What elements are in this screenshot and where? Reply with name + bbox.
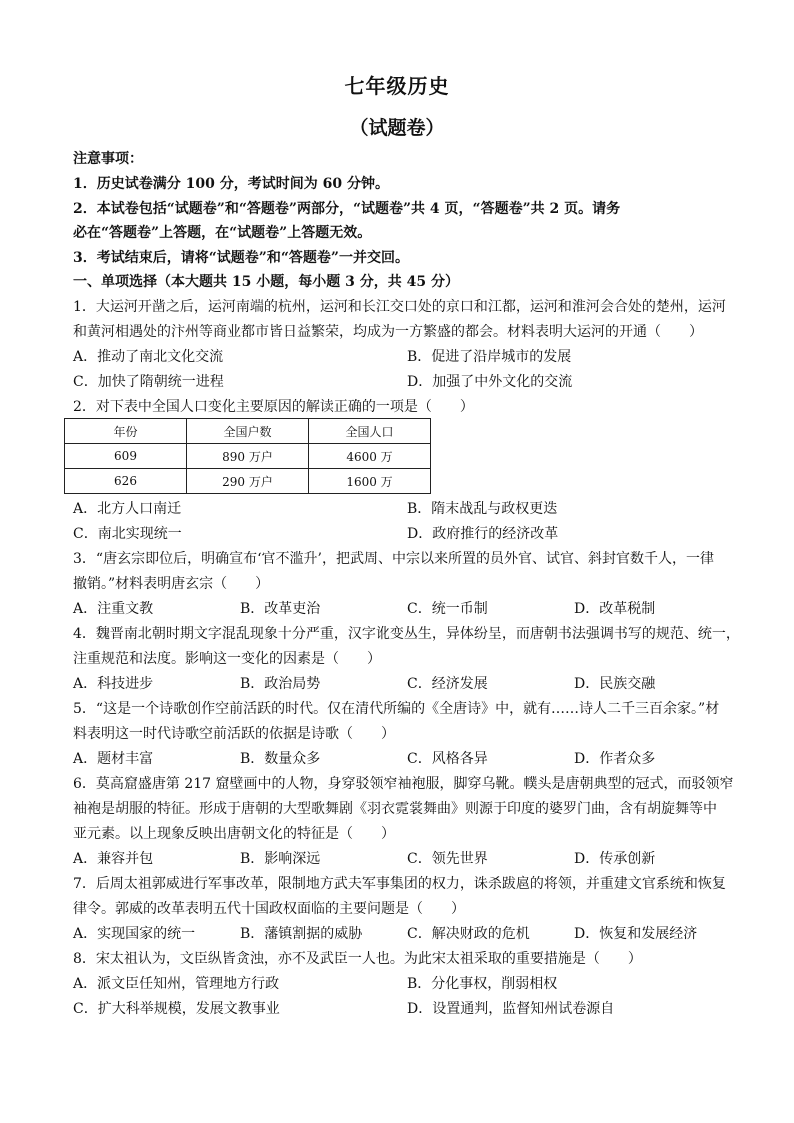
q4-option-a: A．科技进步 xyxy=(73,676,154,692)
note-item: 3．考试结束后，请将“试题卷”和“答题卷”一并交回。 xyxy=(73,250,409,266)
q6-option-c: C．领先世界 xyxy=(407,851,488,867)
q3-option-d: D．改革税制 xyxy=(574,601,656,617)
q7-option-b: B．藩镇割据的威胁 xyxy=(240,926,363,942)
table-cell: 890 万户 xyxy=(187,444,309,469)
q2-option-a: A．北方人口南迁 xyxy=(73,501,182,517)
q8-option-a: A．派文臣任知州，管理地方行政 xyxy=(73,976,280,992)
question-2-text: 2．对下表中全国人口变化主要原因的解读正确的一项是（ ） xyxy=(73,399,474,415)
q3-option-c: C．统一币制 xyxy=(407,601,488,617)
question-7-text: 7．后周太祖郭威进行军事改革，限制地方武夫军事集团的权力，诛杀跋扈的将领，并重建文官系统和恢复 xyxy=(73,876,726,892)
q6-option-d: D．传承创新 xyxy=(574,851,656,867)
q2-option-c: C．南北实现统一 xyxy=(73,526,182,542)
q6-option-a: A．兼容并包 xyxy=(73,851,154,867)
q4-option-c: C．经济发展 xyxy=(407,676,488,692)
table-header-cell: 全国人口 xyxy=(309,419,431,444)
question-3-text: 撤销。”材料表明唐玄宗（ ） xyxy=(73,576,270,592)
table-header-row xyxy=(65,419,431,444)
question-6-text: 袖袍是胡服的特征。形成于唐朝的大型歌舞剧《羽衣霓裳舞曲》则源于印度的婆罗门曲，含有胡旋舞等中 xyxy=(73,801,717,817)
question-5-text: 5．“这是一个诗歌创作空前活跃的时代。仅在清代所编的《全唐诗》中，就有……诗人二千三百余家。”材 xyxy=(73,701,720,717)
table-header-cell: 全国户数 xyxy=(187,419,309,444)
question-7-text: 律令。郭威的改革表明五代十国政权面临的主要问题是（ ） xyxy=(73,901,465,917)
q7-option-d: D．恢复和发展经济 xyxy=(574,926,698,942)
q6-option-b: B．影响深远 xyxy=(240,851,321,867)
table-header-cell: 年份 xyxy=(65,419,187,444)
q8-option-d: D．设置通判，监督知州试卷源自 xyxy=(407,1001,615,1017)
question-4-text: 4．魏晋南北朝时期文字混乱现象十分严重，汉字讹变丛生，异体纷呈，而唐朝书法强调书写的规范、统一， xyxy=(73,626,740,642)
question-3-text: 3．“唐玄宗即位后，明确宣布‘官不滥升’，把武周、中宗以来所置的员外官、试官、斜封官数千人，一律 xyxy=(73,551,714,567)
notes-heading: 注意事项： xyxy=(73,151,143,167)
q7-option-c: C．解决财政的危机 xyxy=(407,926,530,942)
question-4-text: 注重规范和法度。影响这一变化的因素是（ ） xyxy=(73,651,381,667)
table-cell: 290 万户 xyxy=(187,469,309,494)
page-subtitle: （试题卷） xyxy=(349,117,445,139)
q1-option-c: C．加快了隋朝统一进程 xyxy=(73,374,224,390)
page-title: 七年级历史 xyxy=(344,74,450,98)
table-cell: 1600 万 xyxy=(309,469,431,494)
table-row xyxy=(65,444,431,469)
q5-option-a: A．题材丰富 xyxy=(73,751,154,767)
population-table xyxy=(64,418,431,494)
q8-option-c: C．扩大科举规模，发展文教事业 xyxy=(73,1001,280,1017)
q1-option-a: A．推动了南北文化交流 xyxy=(73,349,224,365)
q5-option-d: D．作者众多 xyxy=(574,751,656,767)
q2-option-d: D．政府推行的经济改革 xyxy=(407,526,559,542)
q1-option-b: B．促进了沿岸城市的发展 xyxy=(407,349,572,365)
q3-option-b: B．改革吏治 xyxy=(240,601,321,617)
q3-option-a: A．注重文教 xyxy=(73,601,154,617)
note-item: 2．本试卷包括“试题卷”和“答题卷”两部分，“试题卷”共 4 页，“答题卷”共 2 页。请务 xyxy=(73,201,621,217)
q1-option-d: D．加强了中外文化的交流 xyxy=(407,374,573,390)
table-cell: 626 xyxy=(65,469,187,494)
question-6-text: 6．莫高窟盛唐第 217 窟壁画中的人物，身穿驳领窄袖袍服，脚穿乌靴。幞头是唐朝典型的冠式，而驳领窄 xyxy=(73,776,734,792)
note-item: 必在“答题卷”上答题，在“试题卷”上答题无效。 xyxy=(73,225,372,241)
question-5-text: 料表明这一时代诗歌空前活跃的依据是诗歌（ ） xyxy=(73,726,395,742)
table-cell: 609 xyxy=(65,444,187,469)
q5-option-b: B．数量众多 xyxy=(240,751,321,767)
question-1-text: 和黄河相遇处的汴州等商业都市皆日益繁荣，均成为一方繁盛的都会。材料表明大运河的开通（ ） xyxy=(73,324,703,340)
q4-option-d: D．民族交融 xyxy=(574,676,656,692)
q5-option-c: C．风格各异 xyxy=(407,751,488,767)
q7-option-a: A．实现国家的统一 xyxy=(73,926,196,942)
section-heading: 一、单项选择（本大题共 15 小题，每小题 3 分，共 45 分） xyxy=(73,274,459,290)
question-6-text: 亚元素。以上现象反映出唐朝文化的特征是（ ） xyxy=(73,826,395,842)
table-cell: 4600 万 xyxy=(309,444,431,469)
q8-option-b: B．分化事权，削弱相权 xyxy=(407,976,558,992)
question-8-text: 8．宋太祖认为，文臣纵皆贪浊，亦不及武臣一人也。为此宋太祖采取的重要措施是（ ） xyxy=(73,951,642,967)
note-item: 1．历史试卷满分 100 分，考试时间为 60 分钟。 xyxy=(73,176,389,192)
q4-option-b: B．政治局势 xyxy=(240,676,321,692)
q2-option-b: B．隋末战乱与政权更迭 xyxy=(407,501,558,517)
table-row xyxy=(65,469,431,494)
question-1-text: 1．大运河开凿之后，运河南端的杭州，运河和长江交口处的京口和江都，运河和淮河会合处的楚州，运河 xyxy=(73,299,726,315)
